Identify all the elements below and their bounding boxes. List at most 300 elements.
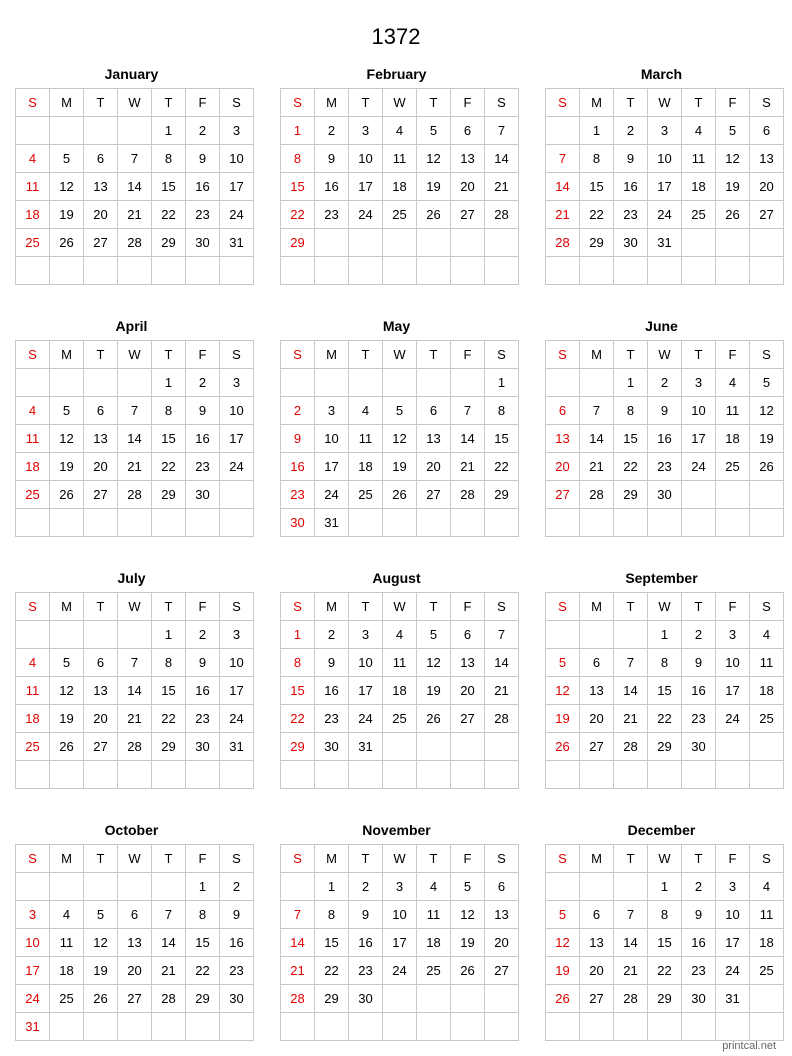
day-cell: 24 bbox=[315, 481, 349, 509]
weekday-label: T bbox=[614, 845, 648, 873]
weekday-label: S bbox=[16, 593, 50, 621]
empty-day-cell bbox=[580, 257, 614, 285]
day-cell: 20 bbox=[451, 173, 485, 201]
day-cell: 28 bbox=[118, 229, 152, 257]
weekday-label: S bbox=[485, 341, 519, 369]
day-cell: 7 bbox=[281, 901, 315, 929]
weekday-label: S bbox=[750, 341, 784, 369]
weekday-label: T bbox=[614, 89, 648, 117]
empty-day-cell bbox=[417, 509, 451, 537]
day-cell: 4 bbox=[750, 873, 784, 901]
day-cell: 16 bbox=[220, 929, 254, 957]
day-cell: 14 bbox=[485, 649, 519, 677]
week-row bbox=[16, 649, 254, 677]
day-cell: 27 bbox=[84, 229, 118, 257]
empty-day-cell bbox=[220, 509, 254, 537]
day-cell: 5 bbox=[50, 397, 84, 425]
day-cell: 14 bbox=[451, 425, 485, 453]
day-cell: 22 bbox=[186, 957, 220, 985]
empty-day-cell bbox=[451, 733, 485, 761]
day-cell: 10 bbox=[16, 929, 50, 957]
day-cell: 8 bbox=[152, 649, 186, 677]
day-cell: 13 bbox=[84, 677, 118, 705]
weekday-label: M bbox=[580, 845, 614, 873]
empty-day-cell bbox=[281, 873, 315, 901]
empty-day-cell bbox=[580, 369, 614, 397]
day-cell: 25 bbox=[349, 481, 383, 509]
day-cell: 1 bbox=[152, 621, 186, 649]
day-cell: 12 bbox=[50, 173, 84, 201]
month-march bbox=[545, 60, 778, 285]
weekday-label: T bbox=[152, 845, 186, 873]
month-name: July bbox=[117, 570, 146, 586]
empty-day-cell bbox=[50, 117, 84, 145]
day-cell: 27 bbox=[118, 985, 152, 1013]
weekday-label: W bbox=[118, 89, 152, 117]
week-row bbox=[546, 145, 784, 173]
day-cell: 15 bbox=[152, 677, 186, 705]
week-row bbox=[16, 425, 254, 453]
day-cell: 26 bbox=[716, 201, 750, 229]
empty-day-cell bbox=[50, 873, 84, 901]
week-row bbox=[16, 957, 254, 985]
day-cell: 9 bbox=[186, 397, 220, 425]
day-cell: 24 bbox=[220, 705, 254, 733]
empty-day-cell bbox=[315, 257, 349, 285]
day-cell: 21 bbox=[546, 201, 580, 229]
empty-day-cell bbox=[750, 481, 784, 509]
empty-day-cell bbox=[546, 117, 580, 145]
week-row bbox=[546, 257, 784, 285]
weekday-header-row bbox=[546, 89, 784, 117]
day-cell: 23 bbox=[186, 201, 220, 229]
day-cell: 24 bbox=[16, 985, 50, 1013]
weekday-label: S bbox=[485, 593, 519, 621]
day-cell: 6 bbox=[580, 649, 614, 677]
week-row bbox=[546, 117, 784, 145]
day-cell: 21 bbox=[451, 453, 485, 481]
empty-day-cell bbox=[349, 761, 383, 789]
day-cell: 12 bbox=[417, 145, 451, 173]
day-cell: 8 bbox=[281, 649, 315, 677]
day-cell: 4 bbox=[349, 397, 383, 425]
day-cell: 13 bbox=[451, 649, 485, 677]
week-row bbox=[546, 425, 784, 453]
day-cell: 11 bbox=[349, 425, 383, 453]
day-cell: 29 bbox=[315, 985, 349, 1013]
month-grid bbox=[545, 844, 784, 1041]
empty-day-cell bbox=[84, 621, 118, 649]
day-cell: 26 bbox=[546, 985, 580, 1013]
weekday-label: M bbox=[580, 341, 614, 369]
day-cell: 28 bbox=[614, 733, 648, 761]
weekday-label: T bbox=[84, 593, 118, 621]
day-cell: 6 bbox=[451, 621, 485, 649]
week-row bbox=[16, 705, 254, 733]
day-cell: 4 bbox=[50, 901, 84, 929]
day-cell: 18 bbox=[16, 705, 50, 733]
week-row bbox=[16, 761, 254, 789]
weekday-label: W bbox=[118, 845, 152, 873]
day-cell: 17 bbox=[220, 173, 254, 201]
empty-day-cell bbox=[281, 761, 315, 789]
day-cell: 10 bbox=[716, 649, 750, 677]
day-cell: 19 bbox=[546, 957, 580, 985]
day-cell: 31 bbox=[315, 509, 349, 537]
month-name: November bbox=[362, 822, 431, 838]
day-cell: 21 bbox=[152, 957, 186, 985]
day-cell: 29 bbox=[152, 229, 186, 257]
day-cell: 11 bbox=[16, 173, 50, 201]
day-cell: 7 bbox=[580, 397, 614, 425]
day-cell: 8 bbox=[152, 145, 186, 173]
day-cell: 17 bbox=[220, 677, 254, 705]
week-row bbox=[16, 145, 254, 173]
day-cell: 11 bbox=[682, 145, 716, 173]
week-row bbox=[281, 481, 519, 509]
weekday-label: W bbox=[383, 341, 417, 369]
empty-day-cell bbox=[383, 257, 417, 285]
day-cell: 29 bbox=[281, 733, 315, 761]
empty-day-cell bbox=[716, 1013, 750, 1041]
week-row bbox=[16, 985, 254, 1013]
day-cell: 23 bbox=[220, 957, 254, 985]
empty-day-cell bbox=[383, 761, 417, 789]
day-cell: 22 bbox=[152, 453, 186, 481]
month-grid bbox=[15, 592, 254, 789]
day-cell: 25 bbox=[716, 453, 750, 481]
empty-day-cell bbox=[614, 621, 648, 649]
day-cell: 21 bbox=[281, 957, 315, 985]
day-cell: 16 bbox=[682, 929, 716, 957]
week-row bbox=[16, 369, 254, 397]
day-cell: 15 bbox=[614, 425, 648, 453]
day-cell: 22 bbox=[315, 957, 349, 985]
week-row bbox=[546, 1013, 784, 1041]
day-cell: 18 bbox=[682, 173, 716, 201]
week-row bbox=[16, 733, 254, 761]
day-cell: 31 bbox=[220, 733, 254, 761]
day-cell: 17 bbox=[648, 173, 682, 201]
day-cell: 8 bbox=[281, 145, 315, 173]
week-row bbox=[16, 873, 254, 901]
day-cell: 6 bbox=[451, 117, 485, 145]
day-cell: 7 bbox=[118, 397, 152, 425]
day-cell: 14 bbox=[546, 173, 580, 201]
day-cell: 22 bbox=[152, 705, 186, 733]
day-cell: 6 bbox=[417, 397, 451, 425]
day-cell: 13 bbox=[580, 929, 614, 957]
empty-day-cell bbox=[349, 257, 383, 285]
day-cell: 25 bbox=[16, 733, 50, 761]
day-cell: 25 bbox=[383, 201, 417, 229]
day-cell: 26 bbox=[50, 481, 84, 509]
weekday-label: T bbox=[84, 845, 118, 873]
day-cell: 14 bbox=[485, 145, 519, 173]
empty-day-cell bbox=[84, 1013, 118, 1041]
month-grid bbox=[545, 88, 784, 285]
month-grid bbox=[280, 844, 519, 1041]
day-cell: 9 bbox=[682, 901, 716, 929]
empty-day-cell bbox=[451, 509, 485, 537]
empty-day-cell bbox=[451, 257, 485, 285]
month-december bbox=[545, 816, 778, 1041]
week-row bbox=[546, 677, 784, 705]
day-cell: 3 bbox=[220, 621, 254, 649]
week-row bbox=[546, 901, 784, 929]
empty-day-cell bbox=[417, 369, 451, 397]
weekday-label: T bbox=[84, 341, 118, 369]
day-cell: 26 bbox=[50, 229, 84, 257]
empty-day-cell bbox=[648, 1013, 682, 1041]
week-row bbox=[16, 201, 254, 229]
week-row bbox=[16, 453, 254, 481]
day-cell: 6 bbox=[84, 397, 118, 425]
day-cell: 29 bbox=[614, 481, 648, 509]
empty-day-cell bbox=[417, 257, 451, 285]
empty-day-cell bbox=[546, 873, 580, 901]
day-cell: 25 bbox=[750, 957, 784, 985]
weekday-label: M bbox=[315, 593, 349, 621]
weekday-header-row bbox=[16, 593, 254, 621]
weekday-label: M bbox=[50, 89, 84, 117]
day-cell: 22 bbox=[614, 453, 648, 481]
day-cell: 30 bbox=[186, 733, 220, 761]
weekday-label: W bbox=[118, 593, 152, 621]
day-cell: 8 bbox=[614, 397, 648, 425]
empty-day-cell bbox=[716, 481, 750, 509]
day-cell: 26 bbox=[50, 733, 84, 761]
day-cell: 23 bbox=[349, 957, 383, 985]
weekday-label: T bbox=[349, 593, 383, 621]
day-cell: 18 bbox=[16, 201, 50, 229]
month-grid bbox=[15, 88, 254, 285]
day-cell: 27 bbox=[580, 733, 614, 761]
weekday-label: F bbox=[451, 845, 485, 873]
day-cell: 25 bbox=[383, 705, 417, 733]
week-row bbox=[281, 957, 519, 985]
day-cell: 23 bbox=[648, 453, 682, 481]
week-row bbox=[16, 1013, 254, 1041]
weekday-label: S bbox=[750, 845, 784, 873]
day-cell: 1 bbox=[648, 873, 682, 901]
day-cell: 21 bbox=[485, 173, 519, 201]
empty-day-cell bbox=[315, 1013, 349, 1041]
day-cell: 10 bbox=[648, 145, 682, 173]
week-row bbox=[281, 201, 519, 229]
day-cell: 12 bbox=[383, 425, 417, 453]
week-row bbox=[281, 901, 519, 929]
day-cell: 10 bbox=[315, 425, 349, 453]
day-cell: 12 bbox=[50, 425, 84, 453]
week-row bbox=[281, 425, 519, 453]
empty-day-cell bbox=[84, 369, 118, 397]
month-september bbox=[545, 564, 778, 789]
weekday-label: S bbox=[281, 593, 315, 621]
weekday-label: F bbox=[716, 845, 750, 873]
month-november bbox=[280, 816, 513, 1041]
day-cell: 4 bbox=[16, 397, 50, 425]
day-cell: 26 bbox=[750, 453, 784, 481]
day-cell: 21 bbox=[118, 201, 152, 229]
day-cell: 15 bbox=[152, 173, 186, 201]
week-row bbox=[546, 761, 784, 789]
day-cell: 23 bbox=[614, 201, 648, 229]
day-cell: 29 bbox=[485, 481, 519, 509]
day-cell: 27 bbox=[750, 201, 784, 229]
day-cell: 23 bbox=[682, 705, 716, 733]
weekday-label: W bbox=[648, 341, 682, 369]
day-cell: 23 bbox=[682, 957, 716, 985]
empty-day-cell bbox=[417, 733, 451, 761]
week-row bbox=[281, 173, 519, 201]
day-cell: 22 bbox=[152, 201, 186, 229]
weekday-label: S bbox=[16, 845, 50, 873]
day-cell: 19 bbox=[50, 201, 84, 229]
empty-day-cell bbox=[50, 369, 84, 397]
empty-day-cell bbox=[383, 369, 417, 397]
weekday-label: M bbox=[50, 845, 84, 873]
empty-day-cell bbox=[648, 761, 682, 789]
week-row bbox=[16, 173, 254, 201]
day-cell: 20 bbox=[485, 929, 519, 957]
weekday-label: S bbox=[485, 845, 519, 873]
day-cell: 15 bbox=[281, 173, 315, 201]
week-row bbox=[546, 201, 784, 229]
weekday-label: M bbox=[580, 89, 614, 117]
day-cell: 19 bbox=[50, 705, 84, 733]
day-cell: 30 bbox=[186, 229, 220, 257]
weekday-label: F bbox=[451, 593, 485, 621]
month-name: August bbox=[372, 570, 421, 586]
day-cell: 17 bbox=[220, 425, 254, 453]
day-cell: 14 bbox=[614, 929, 648, 957]
empty-day-cell bbox=[118, 369, 152, 397]
day-cell: 27 bbox=[417, 481, 451, 509]
month-name: April bbox=[115, 318, 148, 334]
empty-day-cell bbox=[315, 369, 349, 397]
empty-day-cell bbox=[50, 621, 84, 649]
week-row bbox=[281, 733, 519, 761]
day-cell: 20 bbox=[580, 705, 614, 733]
week-row bbox=[546, 957, 784, 985]
day-cell: 5 bbox=[84, 901, 118, 929]
month-grid bbox=[15, 340, 254, 537]
week-row bbox=[281, 257, 519, 285]
week-row bbox=[281, 145, 519, 173]
day-cell: 30 bbox=[349, 985, 383, 1013]
weekday-label: W bbox=[383, 845, 417, 873]
weekday-label: T bbox=[349, 845, 383, 873]
empty-day-cell bbox=[118, 257, 152, 285]
weekday-header-row bbox=[281, 341, 519, 369]
day-cell: 16 bbox=[186, 173, 220, 201]
weekday-label: F bbox=[451, 341, 485, 369]
day-cell: 19 bbox=[750, 425, 784, 453]
weekday-label: F bbox=[186, 89, 220, 117]
day-cell: 12 bbox=[84, 929, 118, 957]
day-cell: 19 bbox=[451, 929, 485, 957]
day-cell: 3 bbox=[648, 117, 682, 145]
day-cell: 10 bbox=[349, 145, 383, 173]
day-cell: 11 bbox=[16, 677, 50, 705]
empty-day-cell bbox=[349, 369, 383, 397]
day-cell: 3 bbox=[349, 117, 383, 145]
empty-day-cell bbox=[614, 1013, 648, 1041]
day-cell: 25 bbox=[750, 705, 784, 733]
day-cell: 14 bbox=[118, 173, 152, 201]
day-cell: 30 bbox=[682, 985, 716, 1013]
day-cell: 20 bbox=[750, 173, 784, 201]
day-cell: 24 bbox=[383, 957, 417, 985]
day-cell: 18 bbox=[349, 453, 383, 481]
day-cell: 26 bbox=[417, 705, 451, 733]
day-cell: 4 bbox=[750, 621, 784, 649]
day-cell: 6 bbox=[546, 397, 580, 425]
weekday-header-row bbox=[16, 845, 254, 873]
day-cell: 20 bbox=[118, 957, 152, 985]
day-cell: 7 bbox=[118, 649, 152, 677]
day-cell: 16 bbox=[315, 677, 349, 705]
day-cell: 13 bbox=[84, 425, 118, 453]
weekday-label: M bbox=[50, 593, 84, 621]
empty-day-cell bbox=[84, 509, 118, 537]
empty-day-cell bbox=[220, 257, 254, 285]
weekday-label: F bbox=[716, 593, 750, 621]
day-cell: 13 bbox=[84, 173, 118, 201]
day-cell: 7 bbox=[485, 117, 519, 145]
week-row bbox=[16, 929, 254, 957]
day-cell: 20 bbox=[451, 677, 485, 705]
day-cell: 9 bbox=[349, 901, 383, 929]
day-cell: 14 bbox=[580, 425, 614, 453]
weekday-label: F bbox=[186, 341, 220, 369]
month-april bbox=[15, 312, 248, 537]
weekday-label: T bbox=[152, 89, 186, 117]
weekday-label: W bbox=[648, 845, 682, 873]
day-cell: 2 bbox=[682, 621, 716, 649]
day-cell: 24 bbox=[220, 201, 254, 229]
month-name: May bbox=[382, 318, 411, 334]
day-cell: 3 bbox=[16, 901, 50, 929]
weekday-label: S bbox=[750, 89, 784, 117]
day-cell: 13 bbox=[451, 145, 485, 173]
day-cell: 17 bbox=[349, 173, 383, 201]
day-cell: 27 bbox=[451, 705, 485, 733]
empty-day-cell bbox=[417, 229, 451, 257]
day-cell: 28 bbox=[152, 985, 186, 1013]
day-cell: 4 bbox=[16, 649, 50, 677]
empty-day-cell bbox=[682, 1013, 716, 1041]
weekday-label: S bbox=[16, 89, 50, 117]
empty-day-cell bbox=[118, 621, 152, 649]
day-cell: 4 bbox=[716, 369, 750, 397]
day-cell: 4 bbox=[417, 873, 451, 901]
month-name: December bbox=[627, 822, 696, 838]
day-cell: 22 bbox=[281, 705, 315, 733]
day-cell: 17 bbox=[716, 677, 750, 705]
empty-day-cell bbox=[118, 1013, 152, 1041]
day-cell: 29 bbox=[186, 985, 220, 1013]
day-cell: 17 bbox=[383, 929, 417, 957]
empty-day-cell bbox=[16, 257, 50, 285]
day-cell: 25 bbox=[50, 985, 84, 1013]
day-cell: 29 bbox=[281, 229, 315, 257]
weekday-header-row bbox=[281, 89, 519, 117]
month-grid bbox=[15, 844, 254, 1041]
empty-day-cell bbox=[281, 257, 315, 285]
day-cell: 2 bbox=[614, 117, 648, 145]
